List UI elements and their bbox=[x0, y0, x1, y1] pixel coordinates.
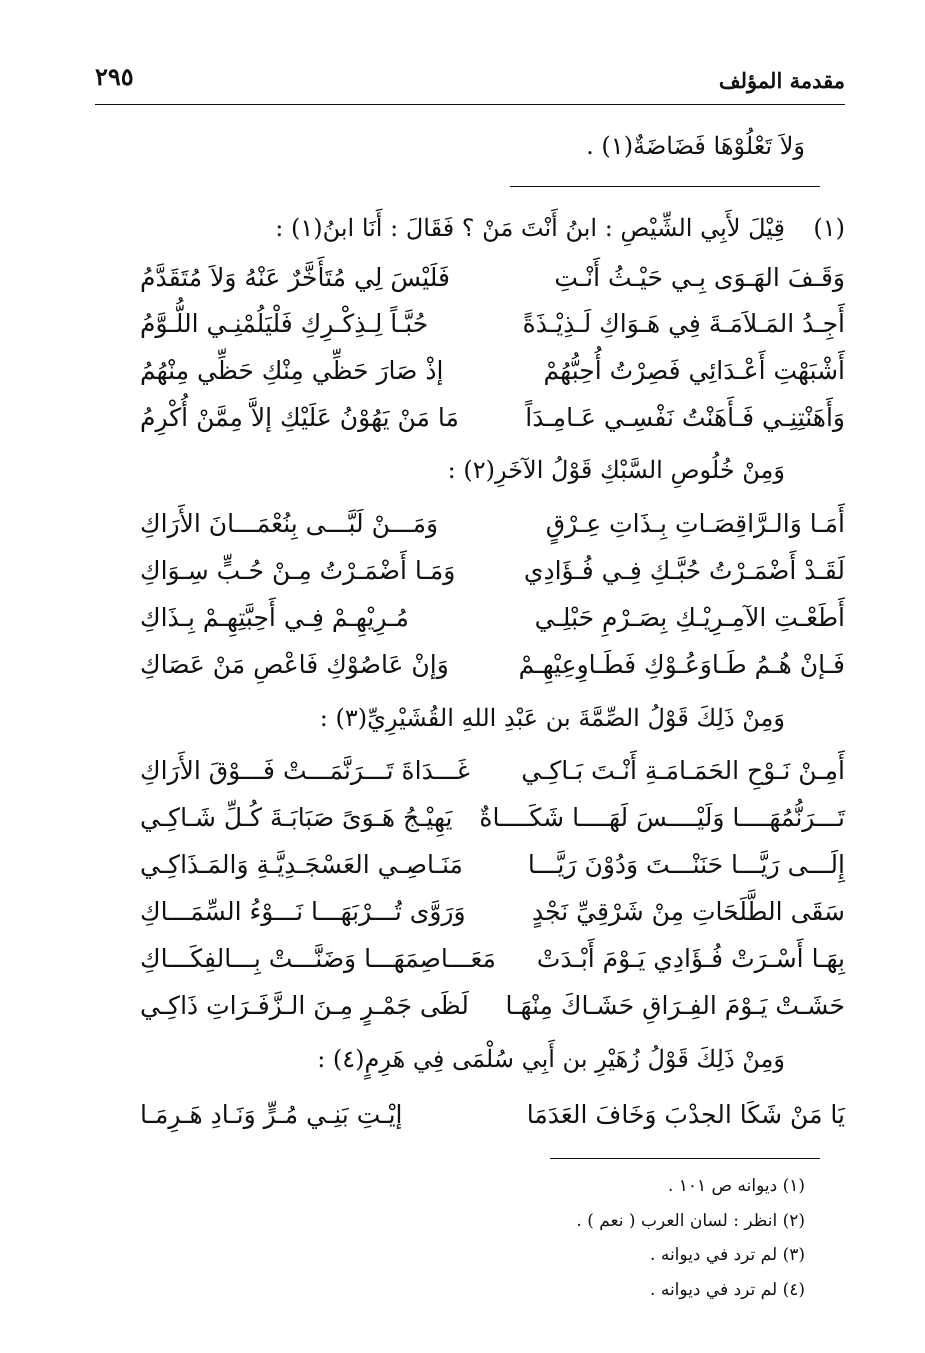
note-1-marker: (١) bbox=[813, 214, 845, 242]
verse-second-hemistich: إيْـتِ بَنِـي مُـرٍّ وَنَـادِ هَـرِمَـا bbox=[140, 1100, 403, 1129]
verse-first-hemistich: لَقَـدْ أَضْمَـرْتُ حُبَّـكِ فِـي فُـؤَادِي bbox=[523, 556, 845, 585]
verse-first-hemistich: حَشَـتْ يَـوْمَ الفِـرَاقِ حَشَـاكَ مِنْهَـا bbox=[505, 991, 845, 1020]
footnote: (٤) لم ترد في ديوانه . bbox=[650, 1280, 805, 1300]
verse-second-hemistich: لَظَى جَمْـرٍ مِـنَ الـزَّفَـرَاتِ ذَاكِـي bbox=[140, 991, 469, 1020]
verse-first-hemistich: تَـــرَنُّمُهَــــا وَلَيْــــسَ لَهَــــا شَكَــــاةٌ bbox=[479, 803, 845, 832]
verse-second-hemistich: مَعَـــاصِمَهَـــا وَضَنَّـــتْ بِـــالفِكَـــاكِ bbox=[140, 944, 496, 973]
verse-row bbox=[140, 850, 845, 894]
verse-second-hemistich: يَهِيْـجُ هَـوَىً صَبَابَـةَ كُـلِّ شَـاكِـي bbox=[140, 803, 453, 832]
verse-second-hemistich: فَلَيْسَ لِي مُتَأَخَّرٌ عَنْهُ وَلاَ مُتَقَدَّمُ bbox=[140, 263, 451, 292]
verse-first-hemistich: وَأَهَنْتِنِـي فَـأَهَنْتُ نَفْسِـي عَـامِـدَاً bbox=[525, 403, 845, 432]
intro-line-4: وَمِنْ ذَلِكَ قَوْلُ زُهَيْرِ بن أَبِي سُلْمَى فِي هَرِمٍ(٤) : bbox=[317, 1045, 785, 1073]
note-1-intro: قِيْلَ لأَبِي الشِّيْصِ : ابنُ أَنْتَ مَنْ ؟ فَقَالَ : أَنَا ابنُ(١) : bbox=[275, 214, 785, 242]
verse-row bbox=[140, 756, 845, 800]
header-rule bbox=[95, 104, 845, 105]
verse-row bbox=[140, 944, 845, 988]
top-line: وَلاَ تَعْلُوْهَا فَضَاضَةٌ(١) . bbox=[586, 132, 805, 160]
verse-second-hemistich: وَإنْ عَاصُوْكِ فَاعْصِ مَنْ عَصَاكِ bbox=[140, 650, 449, 679]
verse-second-hemistich: حُبَّـاً لِـذِكْـرِكِ فَلْيَلُمْنِـي اللُّـوَّمُ bbox=[140, 309, 429, 338]
verse-row bbox=[140, 509, 845, 553]
verse-row bbox=[140, 403, 845, 447]
intro-line-2: وَمِنْ خُلُوصِ السَّبْكِ قَوْلُ الآخَرِ(٢) : bbox=[447, 456, 785, 484]
verse-first-hemistich: أَشْبَهْتِ أَعْـدَائِي فَصِرْتُ أُحِبُّهُمْ bbox=[543, 356, 845, 385]
verse-row bbox=[140, 1100, 845, 1144]
footnotes-separator bbox=[550, 1158, 820, 1159]
verse-row bbox=[140, 803, 845, 847]
verse-first-hemistich: يَا مَنْ شَكَا الجدْبَ وَخَافَ العَدَمَا bbox=[526, 1100, 845, 1129]
verse-first-hemistich: سَقَى الطَّلَحَاتِ مِنْ شَرْقِيِّ نَجْدٍ bbox=[531, 897, 845, 926]
verse-first-hemistich: أَطَعْـتِ الآمِـرِيْـكِ بِصَـرْمِ حَبْلِـي bbox=[534, 603, 845, 632]
verse-first-hemistich: أَجِـدُ المَـلاَمَـةَ فِي هَـوَاكِ لَـذِيْـذَةً bbox=[522, 309, 845, 338]
verse-second-hemistich: مَنَـاصِـي العَسْجَـدِيَّـةِ وَالمَـذَاكِـي bbox=[140, 850, 463, 879]
verse-second-hemistich: وَرَوَّى تُـــرْبَهَـــا نَـــوْءُ السِّمَـــاكِ bbox=[140, 897, 466, 926]
verse-row bbox=[140, 556, 845, 600]
running-title: مقدمة المؤلف bbox=[718, 68, 845, 93]
verse-first-hemistich: وَقَـفَ الهَـوَى بِـي حَيْـثُ أَنْـتِ bbox=[554, 263, 845, 292]
verse-first-hemistich: إِلَـــى رَيَّـــا حَنَنْـــتَ وَدُوْنَ رَيَّـــا bbox=[527, 850, 845, 879]
page-number: ٢٩٥ bbox=[95, 62, 134, 91]
verse-second-hemistich: وَمَـا أَضْمَـرْتُ مِـنْ حُـبٍّ سِـوَاكِ bbox=[140, 556, 456, 585]
verse-second-hemistich: غَـــدَاةَ تَـــرَنَّمَـــتْ فَـــوْقَ الأَرَاكِ bbox=[140, 756, 470, 785]
verse-second-hemistich: وَمَـــنْ لَبَّـــى بِنُعْمَـــانَ الأَرَاكِ bbox=[140, 509, 439, 538]
verse-second-hemistich: مُـرِيْهِـمْ فِـي أَحِبَّتِهِـمْ بِـذَاكِ bbox=[140, 603, 409, 632]
page-header bbox=[95, 60, 845, 100]
verse-row bbox=[140, 991, 845, 1035]
verse-second-hemistich: إذْ صَارَ حَظِّي مِنْكِ حَظِّي مِنْهُمُ bbox=[140, 356, 444, 385]
verse-row bbox=[140, 603, 845, 647]
footnote: (٢) انظر : لسان العرب ( نعم ) . bbox=[576, 1211, 805, 1231]
verse-row bbox=[140, 263, 845, 307]
footnote: (٣) لم ترد في ديوانه . bbox=[650, 1245, 805, 1265]
intro-line-3: وَمِنْ ذَلِكَ قَوْلُ الصِّمَّةَ بن عَبْدِ اللهِ القُشَيْرِيِّ(٣) : bbox=[319, 704, 785, 732]
verse-first-hemistich: أَمَـا وَالـرَّاقِصَـاتِ بِـذَاتِ عِـرْقٍ bbox=[545, 509, 845, 538]
verse-row bbox=[140, 309, 845, 353]
footnote-separator bbox=[510, 186, 820, 187]
verse-first-hemistich: بِهَـا أَسْـرَتْ فُـؤَادِي يَـوْمَ أَبْـدَتْ bbox=[536, 944, 845, 973]
verse-row bbox=[140, 897, 845, 941]
verse-row bbox=[140, 650, 845, 694]
verse-first-hemistich: فَـإنْ هُـمُ طَـاوَعُـوْكِ فَطَـاوِعِيْهِـمْ bbox=[518, 650, 845, 679]
verse-second-hemistich: مَا مَنْ يَهُوْنُ عَلَيْكِ إلاَّ مِمَّنْ أُكْرِمُ bbox=[140, 403, 459, 432]
verse-row bbox=[140, 356, 845, 400]
footnote: (١) ديوانه ص ١٠١ . bbox=[667, 1176, 805, 1196]
verse-first-hemistich: أَمِـنْ نَـوْحِ الحَمَـامَـةِ أَنْـتَ بَـاكِـي bbox=[521, 756, 845, 785]
